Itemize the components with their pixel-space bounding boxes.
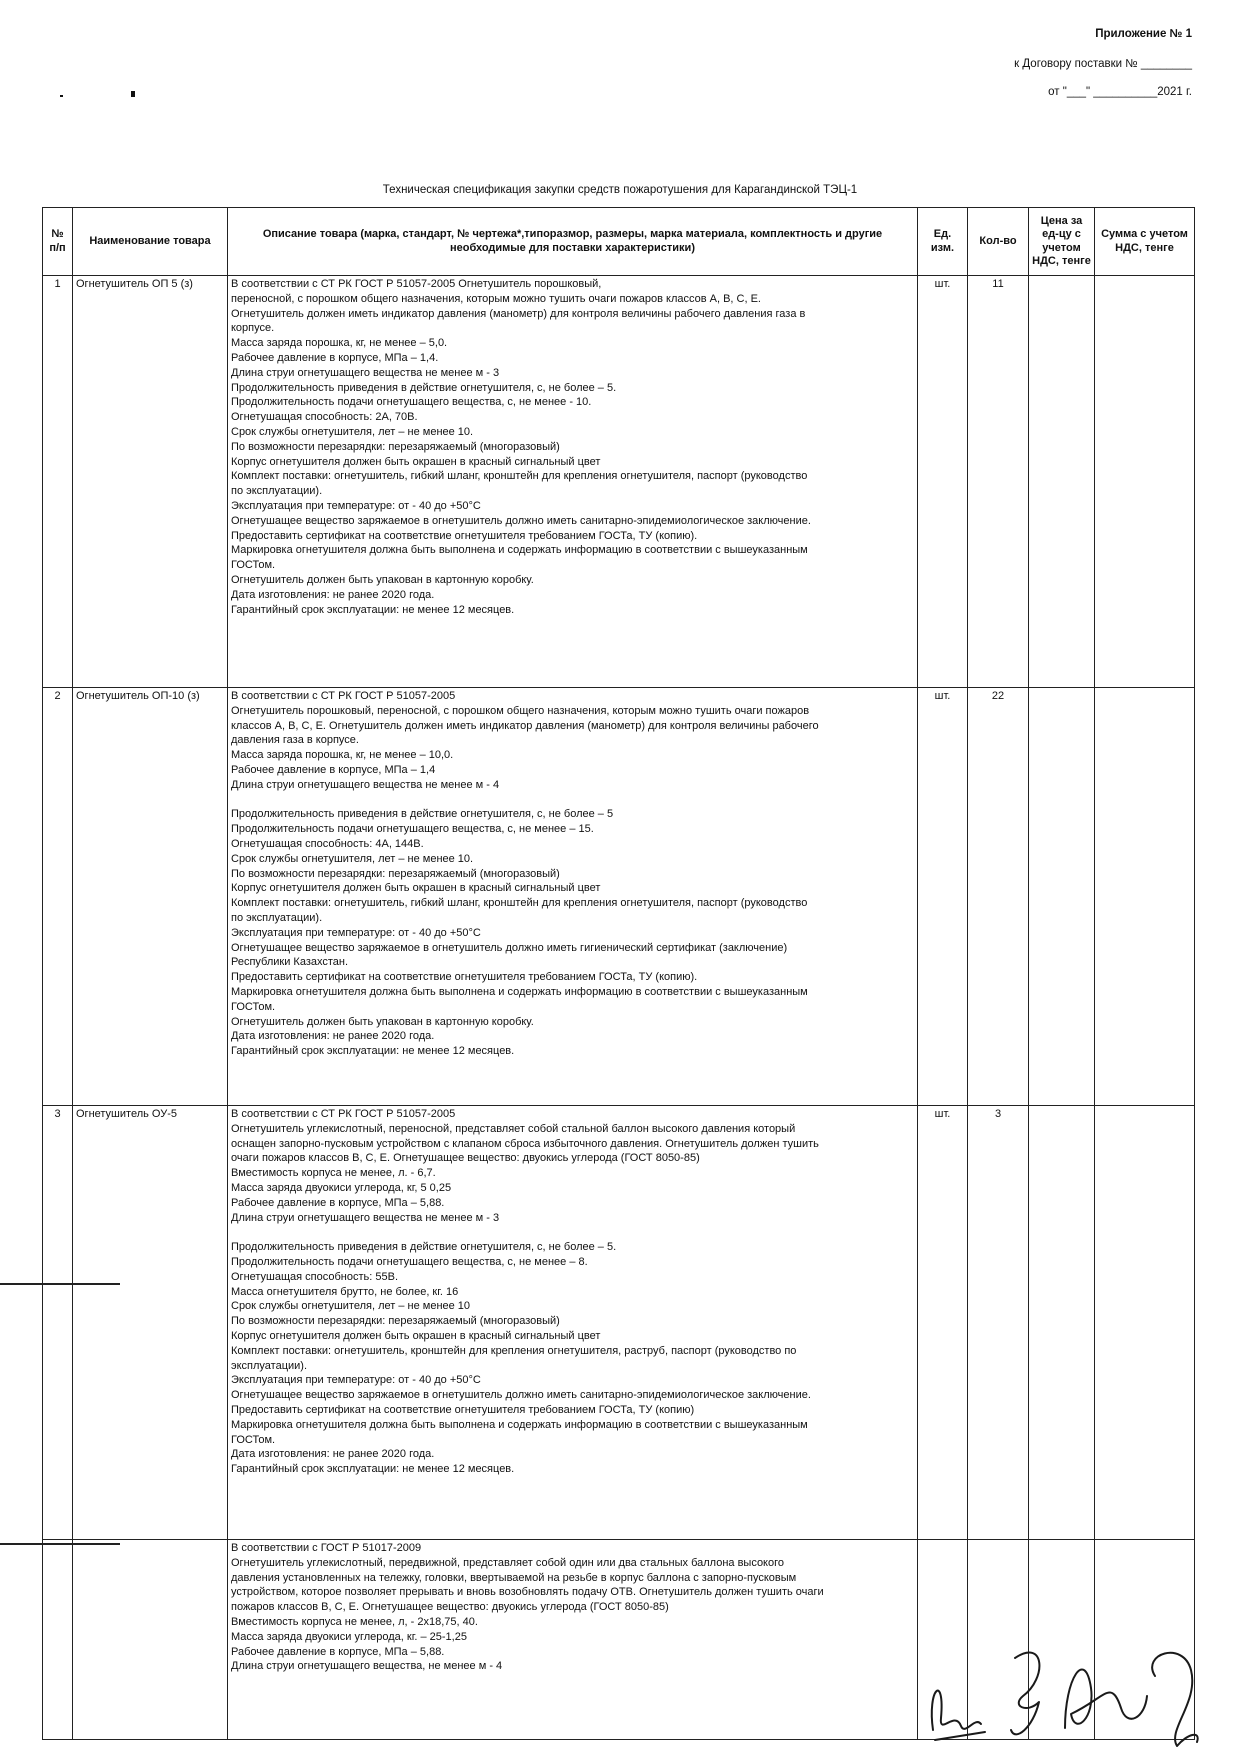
description-line: устройством, которое позволяет прерывать и вновь возобновлять подачу ОТВ. Огнетушитель должен тушить очаги [231,1586,824,1599]
description-line: Огнетушитель углекислотный, передвижной, представляет собой один или два стальных баллона высокого [231,1556,785,1569]
signature-stroke [1152,1653,1198,1746]
description-line: Огнетушащее вещество заряжаемое в огнетушитель должно иметь гигиенический сертификат (заключение) [231,941,788,954]
description-line: Масса заряда порошка, кг, не менее – 5,0. [231,337,448,350]
column-header-price: Цена за ед-цу с учетом НДС, тенге [1029,208,1095,276]
product-name: Огнетушитель ОП-10 (з) [73,688,228,1106]
description-line: Огнетушащее вещество заряжаемое в огнетушитель должно иметь санитарно-эпидемиологическое заключение. [231,1389,811,1402]
description-line: В соответствии с СТ РК ГОСТ Р 51057-2005 [231,1108,456,1120]
quantity: 11 [968,276,1029,688]
description-line: Маркировка огнетушителя должна быть выполнена и содержать информацию в соответствии с вышеуказанным [231,544,808,557]
description-line: Эксплуатация при температуре: от - 40 до +50°С [231,926,481,939]
description-line: Огнетушащая способность: 2А, 70В. [231,411,418,424]
description-line: классов А, В, С, Е. Огнетушитель должен иметь индикатор давления (манометр) для контроля величины рабочего [231,719,819,732]
description-line: Вместимость корпуса не менее, л, - 2х18,75, 40. [231,1615,478,1628]
description-line: Продолжительность подачи огнетушащего вещества, с, не менее – 8. [231,1255,588,1268]
description-line: Длина струи огнетушащего вещества, не менее м - 4 [231,1660,503,1673]
description-line: Эксплуатация при температуре: от - 40 до +50°С [231,499,481,512]
description-line: Продолжительность приведения в действие огнетушителя, с, не более – 5 [231,808,614,821]
description-line: Огнетушитель должен быть упакован в картонную коробку. [231,573,534,586]
description-line: Огнетушащая способность: 4А, 144В. [231,837,424,850]
scan-page-break-line [0,1543,120,1545]
description-line: Огнетушитель порошковый, переносной, с порошком общего назначения, которым можно тушить очаги пожаров [231,704,810,717]
row-number: 1 [43,276,73,688]
description-line: оснащен запорно-пусковым устройством с клапаном сброса избыточного давления. Огнетушитель должен тушить [231,1137,819,1150]
description-line: По возможности перезарядки: перезаряжаемый (многоразовый) [231,440,560,453]
description-line: Огнетушитель углекислотный, переносной, представляет собой стальной баллон высокого давления который [231,1122,796,1135]
description-line: Корпус огнетушителя должен быть окрашен в красный сигнальный цвет [231,882,601,895]
description-line: Дата изготовления: не ранее 2020 года. [231,1448,435,1461]
row-number [43,1540,73,1740]
description-gap [231,1225,914,1240]
description-line: Срок службы огнетушителя, лет – не менее 10 [231,1300,471,1313]
description-line: Рабочее давление в корпусе, МПа – 5,88. [231,1196,445,1209]
column-header-quantity: Кол-во [968,208,1029,276]
product-name [73,1540,228,1740]
description-line: В соответствии с СТ РК ГОСТ Р 51057-2005 Огнетушитель порошковый, [231,278,602,290]
description-line: Длина струи огнетушащего вещества не менее м - 3 [231,1211,500,1224]
document-title: Техническая спецификация закупки средств пожаротушения для Карагандинской ТЭЦ-1 [382,184,858,196]
unit-of-measure: шт. [918,1106,968,1540]
description-line: ГОСТом. [231,1000,276,1013]
column-header-unit: Ед. изм. [918,208,968,276]
table-row [43,1106,1195,1540]
description-line: Предоставить сертификат на соответствие огнетушителя требованием ГОСТа, ТУ (копию) [231,1403,695,1416]
signature-stroke [1065,1669,1147,1728]
unit-price-cell [1029,276,1095,688]
description-line: Огнетушитель должен иметь индикатор давления (манометр) для контроля величины рабочего давления газа в [231,307,806,320]
description-line: Масса огнетушителя брутто, не более, кг. 16 [231,1285,459,1298]
product-name: Огнетушитель ОП 5 (з) [73,276,228,688]
description-line: Огнетушащая способность: 55В. [231,1270,398,1283]
signature-stroke [932,1691,981,1730]
description-line: Продолжительность приведения в действие огнетушителя, с, не более – 5. [231,1241,617,1254]
column-header-description: Описание товара (марка, стандарт, № чертежа*,типоразмор, размеры, марка материала, комплектность и другие необходимые для поставки характеристики) [228,208,918,276]
description-line: Гарантийный срок эксплуатации: не менее 12 месяцев. [231,603,515,616]
description-line: корпусе. [231,322,275,335]
description-line: Дата изготовления: не ранее 2020 года. [231,588,435,601]
description-line: Республики Казахстан. [231,956,349,969]
description-line: Масса заряда двуокиси углерода, кг. – 25-1,25 [231,1630,467,1643]
row-number: 3 [43,1106,73,1540]
product-description [228,276,918,688]
description-line: В соответствии с СТ РК ГОСТ Р 51057-2005 [231,690,456,702]
quantity: 22 [968,688,1029,1106]
signature-stroke [1011,1653,1039,1735]
description-line: очаги пожаров классов В, С, Е. Огнетушащее вещество: двуокись углерода (ГОСТ 8050-85) [231,1152,700,1165]
description-line: Эксплуатация при температуре: от - 40 до +50°С [231,1374,481,1387]
description-line: Срок службы огнетушителя, лет – не менее 10. [231,425,474,438]
row-number: 2 [43,688,73,1106]
description-line: Предоставить сертификат на соответствие огнетушителя требованием ГОСТа, ТУ (копию). [231,529,698,542]
description-line: По возможности перезарядки: перезаряжаемый (многоразовый) [231,867,560,880]
description-line: По возможности перезарядки: перезаряжаемый (многоразовый) [231,1315,560,1328]
contract-reference: к Договору поставки № ________ [1014,58,1192,70]
table-row [43,688,1195,1106]
description-line: Предоставить сертификат на соответствие огнетушителя требованием ГОСТа, ТУ (копию). [231,971,698,984]
description-line: В соответствии с ГОСТ Р 51017-2009 [231,1542,422,1554]
specification-rows [43,276,1195,1740]
total-sum-cell [1095,276,1195,688]
description-line: Рабочее давление в корпусе, МПа – 5,88. [231,1645,445,1658]
description-line: Корпус огнетушителя должен быть окрашен в красный сигнальный цвет [231,455,601,468]
description-line: Гарантийный срок эксплуатации: не менее 12 месяцев. [231,1045,515,1058]
scan-speck [131,91,135,97]
description-line: Длина струи огнетушащего вещества не менее м - 3 [231,366,500,379]
description-line: давления установленных на тележку, головки, ввертываемой на резьбе в корпус баллона с запорно-пусковым [231,1571,797,1584]
description-line: Масса заряда порошка, кг, не менее – 10,0. [231,749,454,762]
description-line: Комплект поставки: огнетушитель, гибкий шланг, кронштейн для крепления огнетушителя, паспорт (руководство [231,897,808,910]
product-description [228,1106,918,1540]
appendix-label: Приложение № 1 [1095,28,1192,40]
description-line: Масса заряда двуокиси углерода, кг, 5 0,25 [231,1181,452,1194]
total-sum-cell [1095,1106,1195,1540]
description-line: Гарантийный срок эксплуатации: не менее 12 месяцев. [231,1463,515,1476]
description-line: по эксплуатации). [231,485,323,498]
product-description [228,688,918,1106]
description-line: Маркировка огнетушителя должна быть выполнена и содержать информацию в соответствии с вышеуказанным [231,985,808,998]
description-line: Срок службы огнетушителя, лет – не менее 10. [231,852,474,865]
unit-price-cell [1029,688,1095,1106]
description-line: Дата изготовления: не ранее 2020 года. [231,1030,435,1043]
description-line: Комплект поставки: огнетушитель, гибкий шланг, кронштейн для крепления огнетушителя, паспорт (руководство [231,470,808,483]
specification-table [42,207,1195,1740]
description-line: Корпус огнетушителя должен быть окрашен в красный сигнальный цвет [231,1329,601,1342]
description-line: Продолжительность подачи огнетушащего вещества, с, не менее - 10. [231,396,592,409]
handwritten-signatures [915,1618,1205,1748]
total-sum-cell [1095,688,1195,1106]
unit-of-measure: шт. [918,276,968,688]
description-line: пожаров классов В, С, Е. Огнетушащее вещество: двуокись углерода (ГОСТ 8050-85) [231,1601,669,1614]
description-line: Продолжительность приведения в действие огнетушителя, с, не более – 5. [231,381,617,394]
column-header-number: № п/п [43,208,73,276]
description-line: Вместимость корпуса не менее, л. - 6,7. [231,1167,436,1180]
product-description [228,1540,918,1740]
column-header-name: Наименование товара [73,208,228,276]
scan-speck [60,95,63,97]
product-name: Огнетушитель ОУ-5 [73,1106,228,1540]
description-line: Продолжительность подачи огнетушащего вещества, с, не менее – 15. [231,823,594,836]
quantity: 3 [968,1106,1029,1540]
description-line: Огнетушащее вещество заряжаемое в огнетушитель должно иметь санитарно-эпидемиологическое заключение. [231,514,811,527]
scan-page-break-line [0,1283,120,1285]
description-line: ГОСТом. [231,559,276,572]
signature-stroke [935,1732,985,1740]
description-line: Рабочее давление в корпусе, МПа – 1,4 [231,763,436,776]
description-line: переносной, с порошком общего назначения, которым можно тушить очаги пожаров классов А, В, С, Е. [231,292,761,305]
description-line: по эксплуатации). [231,911,323,924]
description-line: эксплуатации). [231,1359,308,1372]
contract-date: от "___" __________2021 г. [1048,86,1192,98]
description-line: давления газа в корпусе. [231,734,359,747]
table-row [43,276,1195,688]
description-line: Рабочее давление в корпусе, МПа – 1,4. [231,351,439,364]
description-gap [231,793,914,808]
description-line: Огнетушитель должен быть упакован в картонную коробку. [231,1015,534,1028]
description-line: Маркировка огнетушителя должна быть выполнена и содержать информацию в соответствии с вышеуказанным [231,1418,808,1431]
column-header-sum: Сумма с учетом НДС, тенге [1095,208,1195,276]
description-line: Длина струи огнетушащего вещества не менее м - 4 [231,778,500,791]
unit-price-cell [1029,1106,1095,1540]
description-line: ГОСТом. [231,1433,276,1446]
unit-of-measure: шт. [918,688,968,1106]
description-line: Комплект поставки: огнетушитель, кронштейн для крепления огнетушителя, раструб, паспорт (руководство по [231,1344,797,1357]
